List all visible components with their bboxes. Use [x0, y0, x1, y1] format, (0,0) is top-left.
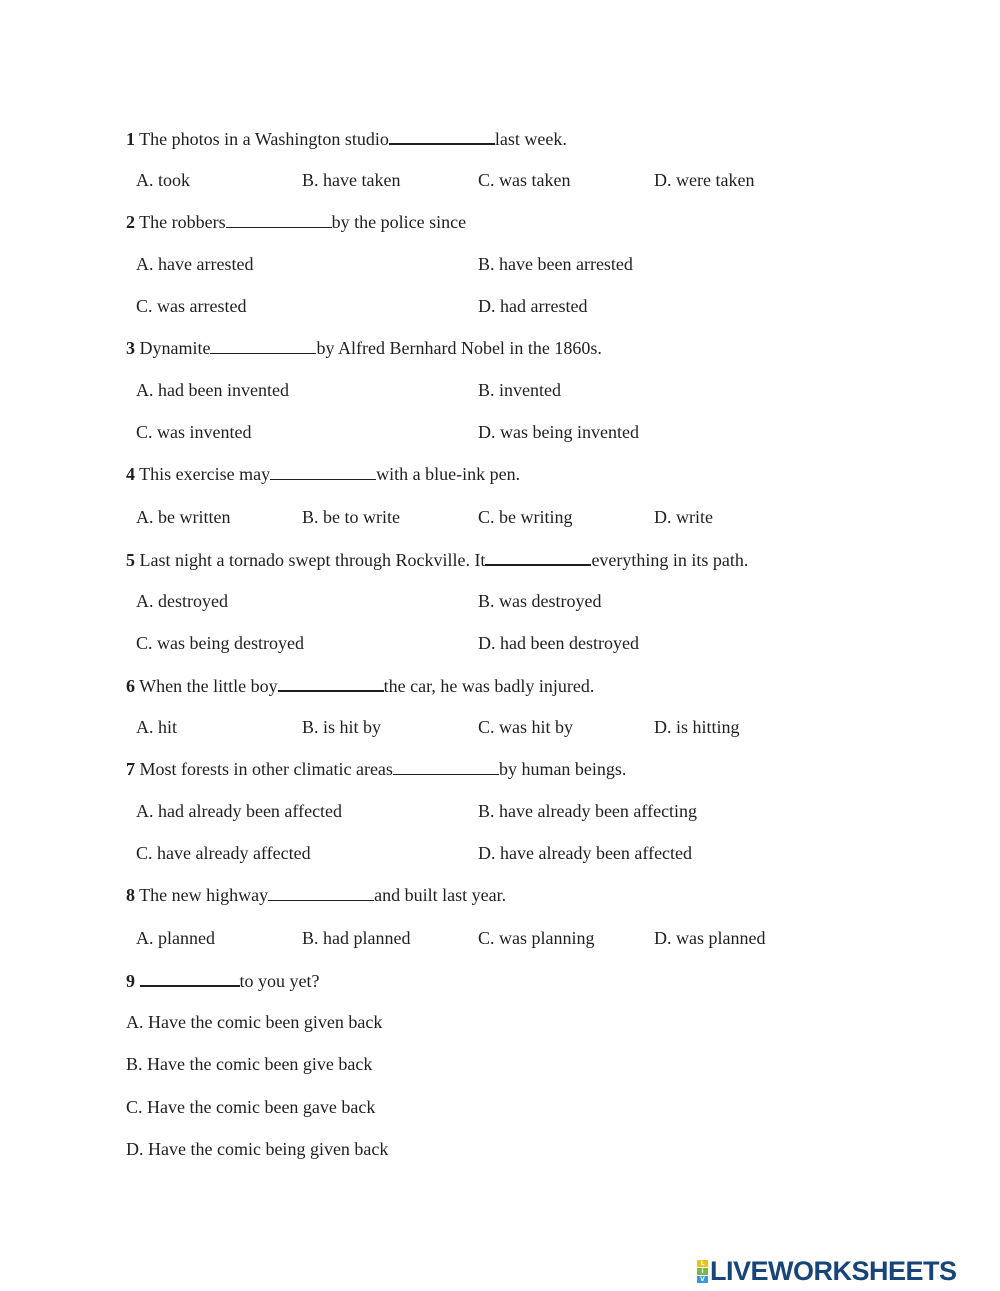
question-text-before: Most forests in other climatic areas: [135, 759, 393, 779]
question-5-stem: [126, 548, 748, 571]
question-text-before: The photos in a Washington studio: [135, 129, 389, 149]
question-text-before: The robbers: [135, 212, 226, 232]
q4-option-a[interactable]: A. be written: [136, 507, 231, 527]
q6-option-c[interactable]: C. was hit by: [478, 717, 574, 737]
q7-option-d[interactable]: D. have already been affected: [478, 843, 693, 863]
q2-option-c[interactable]: C. was arrested: [136, 296, 247, 316]
answer-blank[interactable]: [140, 969, 240, 987]
answer-blank[interactable]: [393, 758, 499, 775]
question-4-stem: [126, 463, 520, 485]
question-text-after: the car, he was badly injured.: [383, 676, 595, 696]
q8-option-c[interactable]: C. was planning: [478, 928, 595, 948]
q2-option-a[interactable]: A. have arrested: [136, 254, 254, 274]
question-number: 8: [126, 885, 135, 905]
question-number: 9: [126, 971, 135, 991]
q8-option-b[interactable]: B. had planned: [302, 928, 411, 948]
q1-option-c[interactable]: C. was taken: [478, 170, 571, 190]
question-8-stem: [126, 884, 506, 906]
question-text-after: by Alfred Bernhard Nobel in the 1860s.: [316, 338, 602, 358]
answer-blank[interactable]: [210, 337, 316, 354]
q7-option-b[interactable]: B. have already been affecting: [478, 801, 698, 821]
question-text-after: and built last year.: [374, 885, 507, 905]
question-text-after: everything in its path.: [591, 550, 749, 570]
question-1-stem: [126, 127, 567, 150]
q9-option-c[interactable]: C. Have the comic been gave back: [126, 1097, 376, 1117]
logo-text: LIVEWORKSHEETS: [710, 1256, 957, 1286]
question-number: 2: [126, 212, 135, 232]
q1-option-d[interactable]: D. were taken: [654, 170, 755, 190]
q1-option-a[interactable]: A. took: [136, 170, 190, 190]
liveworksheets-logo[interactable]: [697, 1256, 957, 1286]
q6-option-a[interactable]: A. hit: [136, 717, 178, 737]
q9-option-d[interactable]: D. Have the comic being given back: [126, 1139, 389, 1159]
question-text-before: When the little boy: [135, 676, 278, 696]
q9-option-b[interactable]: B. Have the comic been give back: [126, 1054, 373, 1074]
question-3-stem: [126, 337, 602, 359]
question-number: 4: [126, 464, 135, 484]
question-9-stem: [126, 969, 319, 992]
answer-blank[interactable]: [270, 463, 376, 480]
q5-option-d[interactable]: D. had been destroyed: [478, 633, 639, 653]
answer-blank[interactable]: [278, 674, 384, 692]
question-text-after: with a blue-ink pen.: [376, 464, 521, 484]
q6-option-d[interactable]: D. is hitting: [654, 717, 740, 737]
logo-blocks-icon: [697, 1260, 708, 1283]
answer-blank[interactable]: [226, 211, 332, 228]
question-number: 3: [126, 338, 135, 358]
q3-option-d[interactable]: D. was being invented: [478, 422, 639, 442]
question-number: 6: [126, 676, 135, 696]
question-text-after: by the police since: [331, 212, 467, 232]
answer-blank[interactable]: [268, 884, 374, 901]
question-text-before: Dynamite: [135, 338, 211, 358]
logo-block-l: L: [697, 1260, 708, 1267]
q7-option-c[interactable]: C. have already affected: [136, 843, 311, 863]
answer-blank[interactable]: [485, 548, 591, 566]
logo-block-v: V: [697, 1276, 708, 1283]
q5-option-b[interactable]: B. was destroyed: [478, 591, 602, 611]
q4-option-b[interactable]: B. be to write: [302, 507, 400, 527]
q3-option-c[interactable]: C. was invented: [136, 422, 252, 442]
q3-option-b[interactable]: B. invented: [478, 380, 561, 400]
question-number: 5: [126, 550, 135, 570]
q5-option-a[interactable]: A. destroyed: [136, 591, 228, 611]
q7-option-a[interactable]: A. had already been affected: [136, 801, 343, 821]
answer-blank[interactable]: [389, 127, 495, 145]
logo-block-i: I: [697, 1268, 708, 1275]
q3-option-a[interactable]: A. had been invented: [136, 380, 289, 400]
q9-option-a[interactable]: A. Have the comic been given back: [126, 1012, 383, 1032]
q4-option-c[interactable]: C. be writing: [478, 507, 573, 527]
question-2-stem: [126, 211, 466, 233]
q2-option-b[interactable]: B. have been arrested: [478, 254, 633, 274]
q2-option-d[interactable]: D. had arrested: [478, 296, 588, 316]
question-text-before: The new highway: [135, 885, 269, 905]
question-text-after: by human beings.: [498, 759, 627, 779]
q5-option-c[interactable]: C. was being destroyed: [136, 633, 304, 653]
question-6-stem: [126, 674, 594, 697]
question-number: 7: [126, 759, 135, 779]
q8-option-d[interactable]: D. was planned: [654, 928, 766, 948]
q8-option-a[interactable]: A. planned: [136, 928, 215, 948]
question-text-before: This exercise may: [135, 464, 271, 484]
question-text-before: Last night a tornado swept through Rockville. It: [135, 550, 486, 570]
q1-option-b[interactable]: B. have taken: [302, 170, 401, 190]
q4-option-d[interactable]: D. write: [654, 507, 713, 527]
q6-option-b[interactable]: B. is hit by: [302, 717, 382, 737]
question-text-after: last week.: [494, 129, 567, 149]
question-7-stem: [126, 758, 626, 780]
question-text-after: to you yet?: [239, 971, 320, 991]
question-number: 1: [126, 129, 135, 149]
